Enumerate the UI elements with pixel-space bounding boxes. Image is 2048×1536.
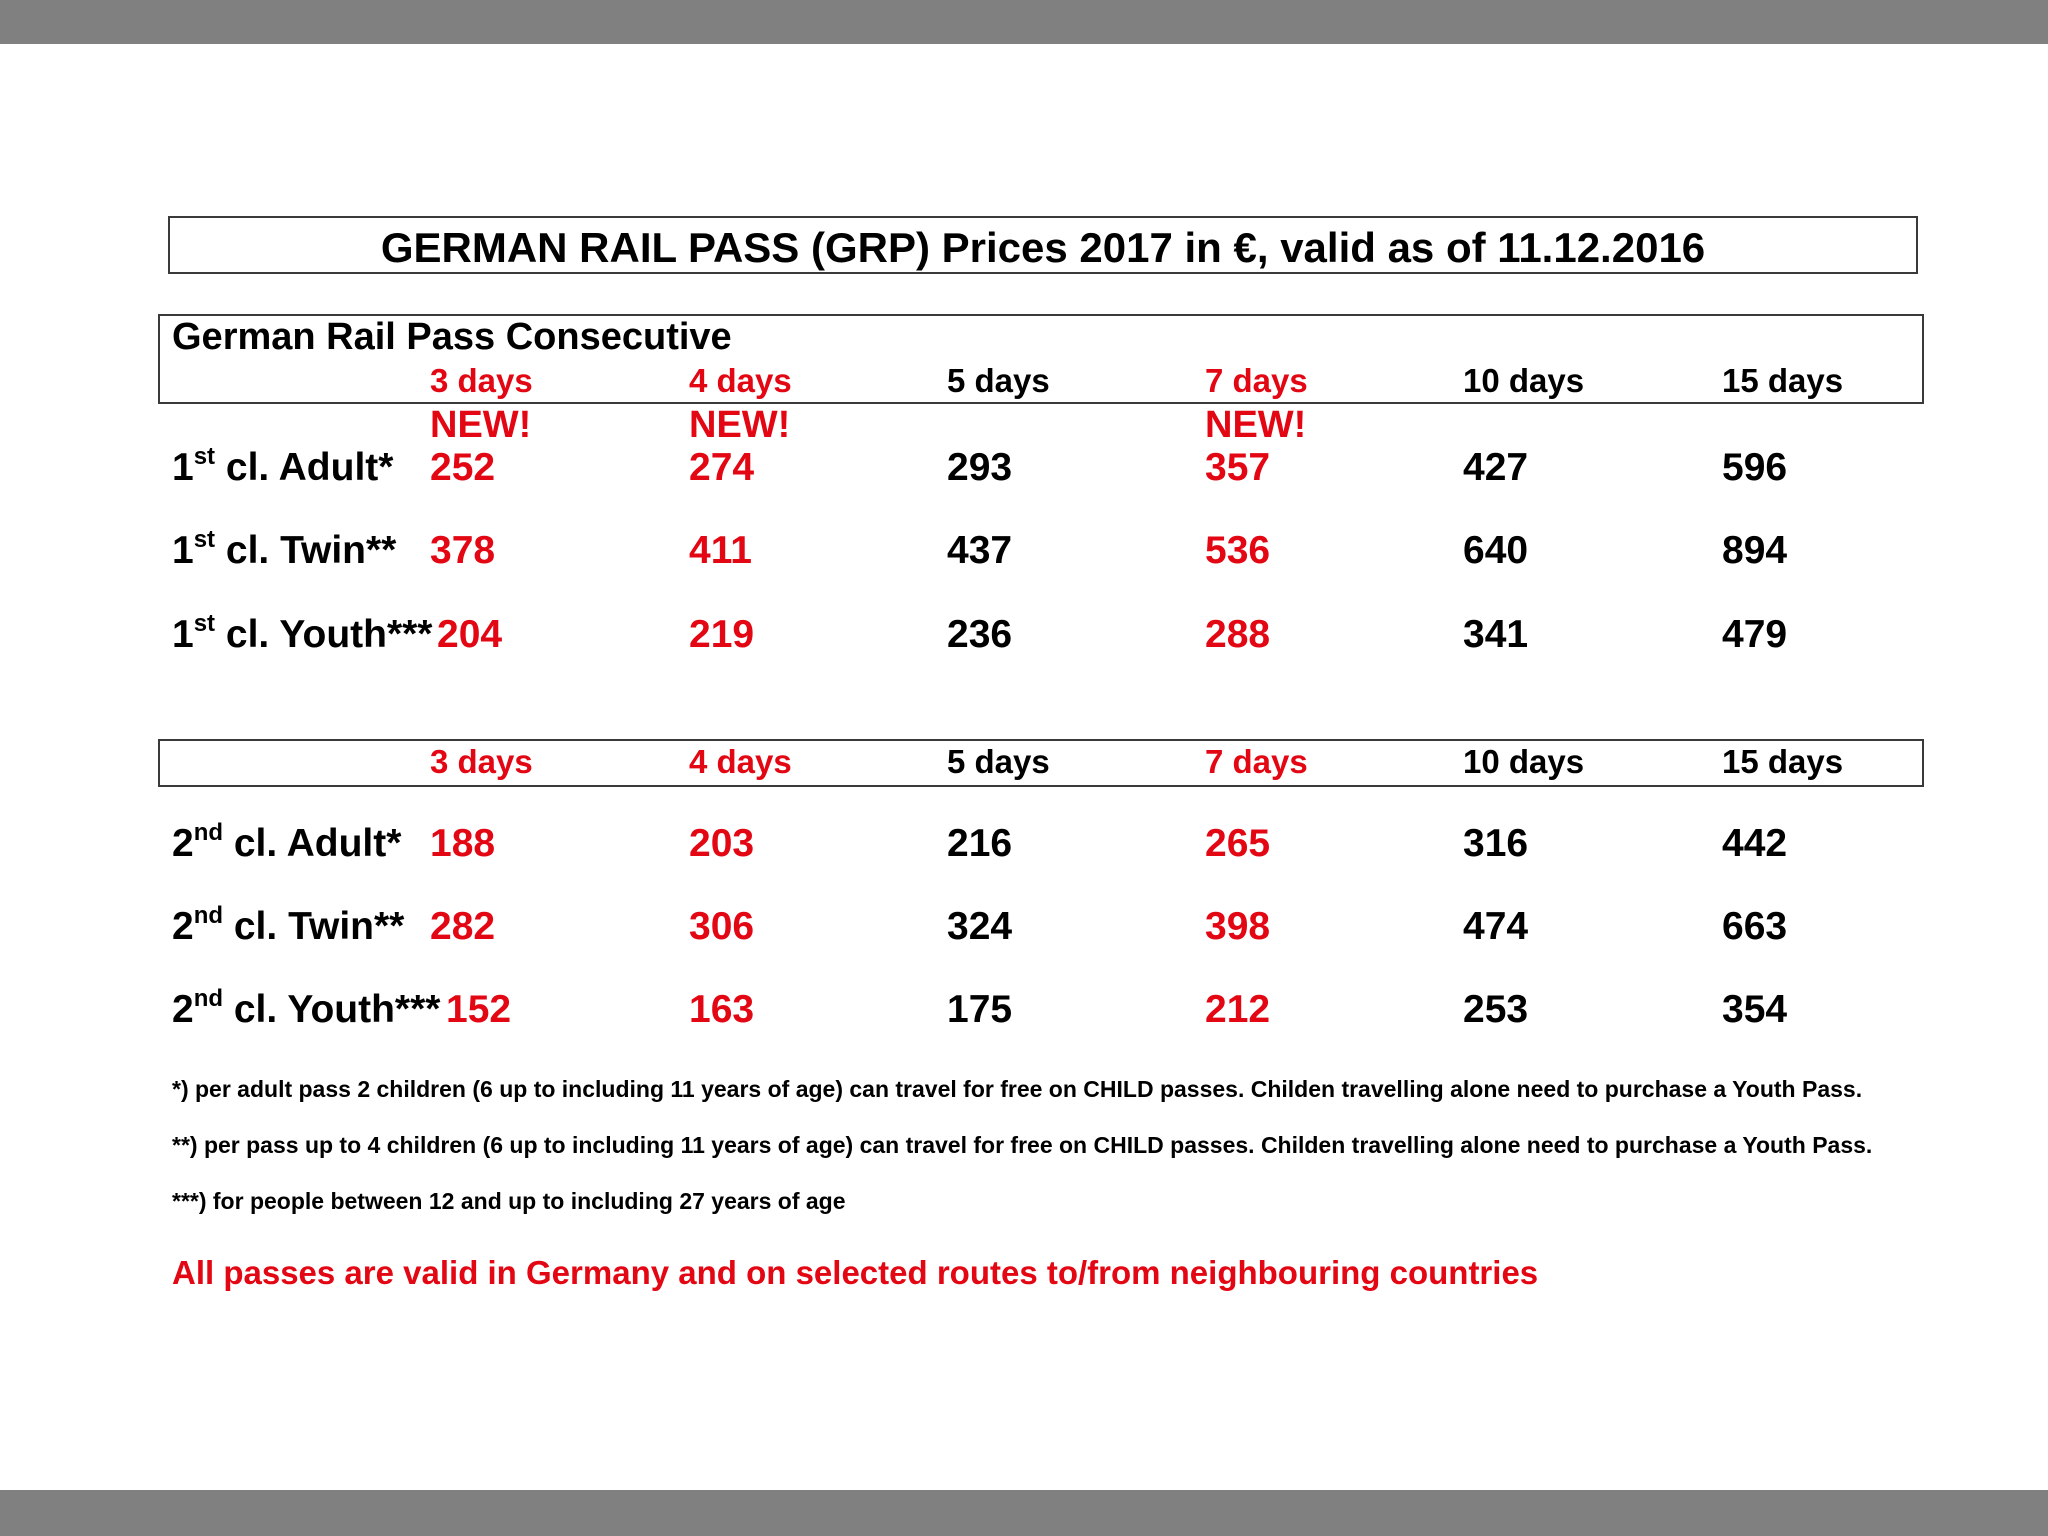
column-header-10-days: 10 days xyxy=(1463,743,1585,780)
price-cell: 427 xyxy=(1463,446,1529,489)
new-badge-3-days: NEW! xyxy=(430,404,532,446)
price-cell: 640 xyxy=(1463,529,1529,572)
column-header-15-days: 15 days xyxy=(1722,362,1844,399)
price-cell: 274 xyxy=(689,446,755,489)
column-header-7-days: 7 days xyxy=(1205,743,1308,780)
row-label-1st-adult: 1st cl. Adult* xyxy=(172,443,394,489)
price-cell: 663 xyxy=(1722,905,1788,948)
new-badge-4-days: NEW! xyxy=(689,404,791,446)
row-label-2nd-twin: 2nd cl. Twin** xyxy=(172,902,405,948)
price-cell: 474 xyxy=(1463,905,1529,948)
column-header-3-days: 3 days xyxy=(430,743,533,780)
price-cell: 152 xyxy=(446,988,512,1031)
price-cell: 175 xyxy=(947,988,1013,1031)
row-label-1st-youth: 1st cl. Youth*** xyxy=(172,610,433,656)
row-label-2nd-youth: 2nd cl. Youth*** xyxy=(172,985,441,1031)
price-cell: 253 xyxy=(1463,988,1529,1031)
column-header-5-days: 5 days xyxy=(947,743,1050,780)
price-cell: 219 xyxy=(689,613,755,656)
price-cell: 188 xyxy=(430,822,496,865)
price-cell: 212 xyxy=(1205,988,1271,1031)
column-header-15-days: 15 days xyxy=(1722,743,1844,780)
price-cell: 536 xyxy=(1205,529,1271,572)
footnote-twin: **) per pass up to 4 children (6 up to including 11 years of age) can travel for free on CHILD passes. Childen travelling alone need to purchase a Youth Pass. xyxy=(172,1132,1873,1158)
section-title: German Rail Pass Consecutive xyxy=(172,316,732,358)
column-header-10-days: 10 days xyxy=(1463,362,1585,399)
bottom-viewer-bar xyxy=(0,1490,2048,1536)
price-cell: 163 xyxy=(689,988,755,1031)
price-cell: 354 xyxy=(1722,988,1788,1031)
new-badge-7-days: NEW! xyxy=(1205,404,1307,446)
column-header-7-days: 7 days xyxy=(1205,362,1308,399)
price-cell: 204 xyxy=(437,613,503,656)
column-header-5-days: 5 days xyxy=(947,362,1050,399)
title-box xyxy=(168,216,1918,274)
top-viewer-bar xyxy=(0,0,2048,44)
price-cell: 306 xyxy=(689,905,755,948)
price-cell: 216 xyxy=(947,822,1013,865)
footnote-adult: *) per adult pass 2 children (6 up to including 11 years of age) can travel for free on CHILD passes. Childen travelling alone need to purchase a Youth Pass. xyxy=(172,1076,1863,1102)
price-cell: 894 xyxy=(1722,529,1788,572)
price-cell: 316 xyxy=(1463,822,1529,865)
price-cell: 378 xyxy=(430,529,496,572)
price-cell: 398 xyxy=(1205,905,1271,948)
price-cell: 265 xyxy=(1205,822,1271,865)
row-label-1st-twin: 1st cl. Twin** xyxy=(172,526,397,572)
price-cell: 282 xyxy=(430,905,496,948)
price-cell: 411 xyxy=(689,529,752,572)
price-cell: 293 xyxy=(947,446,1013,489)
footnote-youth: ***) for people between 12 and up to including 27 years of age xyxy=(172,1188,846,1214)
price-cell: 596 xyxy=(1722,446,1788,489)
price-cell: 252 xyxy=(430,446,496,489)
price-cell: 288 xyxy=(1205,613,1271,656)
price-cell: 341 xyxy=(1463,613,1529,656)
column-header-4-days: 4 days xyxy=(689,362,792,399)
price-cell: 437 xyxy=(947,529,1013,572)
price-cell: 324 xyxy=(947,905,1013,948)
column-header-3-days: 3 days xyxy=(430,362,533,399)
price-cell: 236 xyxy=(947,613,1013,656)
column-header-4-days: 4 days xyxy=(689,743,792,780)
price-cell: 203 xyxy=(689,822,755,865)
price-cell: 357 xyxy=(1205,446,1271,489)
validity-note: All passes are valid in Germany and on selected routes to/from neighbouring countries xyxy=(172,1254,1539,1291)
price-cell: 479 xyxy=(1722,613,1788,656)
document-title: GERMAN RAIL PASS (GRP) Prices 2017 in €, valid as of 11.12.2016 xyxy=(380,224,1706,271)
price-cell: 442 xyxy=(1722,822,1788,865)
row-label-2nd-adult: 2nd cl. Adult* xyxy=(172,819,402,865)
